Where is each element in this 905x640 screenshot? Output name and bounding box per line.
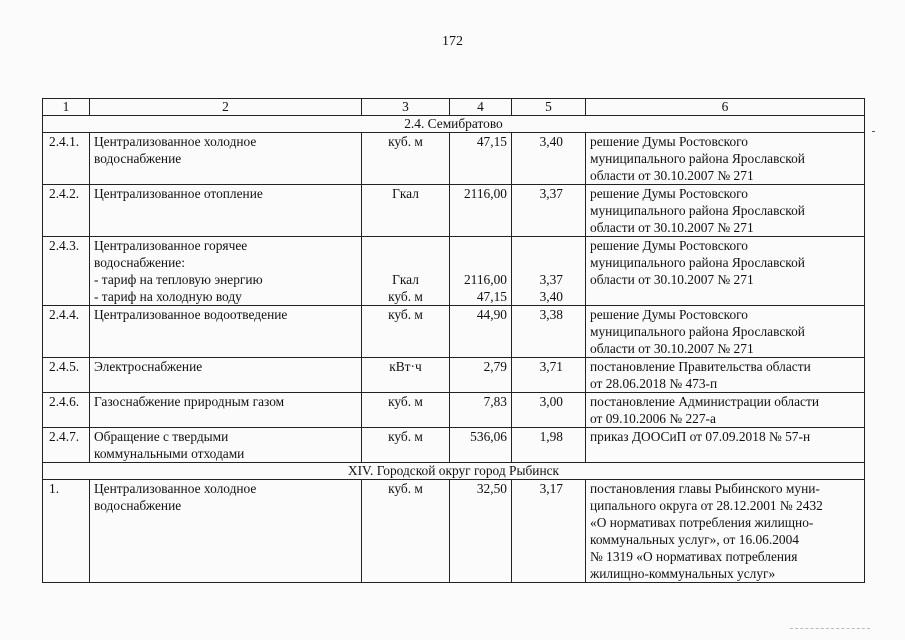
cell-line: 44,90 <box>476 307 507 322</box>
unit-of-measure <box>362 133 450 185</box>
cell-line: 2116,00 <box>463 272 507 287</box>
index-value <box>512 393 586 428</box>
column-header-2: 2 <box>90 99 362 116</box>
service-name <box>90 237 362 306</box>
cell-line: 3,37 <box>539 186 563 201</box>
cell-line <box>366 237 445 254</box>
cell-line: коммунальных услуг», от 16.06.2004 <box>590 532 800 547</box>
cell-line: постановление Администрации области <box>590 394 820 409</box>
row-number: 2.4.4. <box>43 306 90 358</box>
unit-of-measure <box>362 480 450 583</box>
unit-of-measure <box>362 306 450 358</box>
cell-line: от 28.06.2018 № 473-п <box>590 376 718 391</box>
unit-of-measure <box>362 393 450 428</box>
cell-line: 7,83 <box>483 394 507 409</box>
unit-of-measure <box>362 185 450 237</box>
unit-of-measure <box>362 237 450 306</box>
cell-line: Обращение с твердыми <box>94 429 229 444</box>
service-name <box>90 306 362 358</box>
legal-basis <box>586 306 865 358</box>
row-number: 1. <box>43 480 90 583</box>
cell-line: - тариф на тепловую энергию <box>94 272 263 287</box>
index-value <box>512 306 586 358</box>
row-number: 2.4.6. <box>43 393 90 428</box>
column-header-3: 3 <box>362 99 450 116</box>
cell-line: куб. м <box>388 394 423 409</box>
cell-line: 536,06 <box>470 429 507 444</box>
row-number: 2.4.1. <box>43 133 90 185</box>
cell-line: Централизованное горячее <box>94 238 248 253</box>
cell-line: 32,50 <box>476 481 507 496</box>
norm-value <box>450 480 512 583</box>
tariff-table <box>42 98 865 583</box>
cell-line: Газоснабжение природным газом <box>94 394 285 409</box>
cell-line: куб. м <box>388 307 423 322</box>
cell-line: постановление Правительства области <box>590 359 811 374</box>
scan-artifact <box>790 628 870 631</box>
cell-line: 3,37 <box>539 272 563 287</box>
cell-line <box>516 237 563 254</box>
cell-line: решение Думы Ростовского <box>590 186 749 201</box>
index-value <box>512 185 586 237</box>
legal-basis <box>586 480 865 583</box>
legal-basis <box>586 428 865 463</box>
cell-line: 47,15 <box>476 289 507 304</box>
cell-line: решение Думы Ростовского <box>590 307 749 322</box>
cell-line: Электроснабжение <box>94 359 203 374</box>
row-number: 2.4.7. <box>43 428 90 463</box>
legal-basis <box>586 393 865 428</box>
table-row <box>43 393 865 428</box>
cell-line: Гкал <box>392 272 419 287</box>
service-name <box>90 428 362 463</box>
index-value <box>512 428 586 463</box>
cell-line: приказ ДООСиП от 07.09.2018 № 57-н <box>590 429 811 444</box>
cell-line: Гкал <box>392 186 419 201</box>
cell-line: 2116,00 <box>463 186 507 201</box>
index-value <box>512 133 586 185</box>
legal-basis <box>586 185 865 237</box>
cell-line <box>516 254 563 271</box>
norm-value <box>450 428 512 463</box>
unit-of-measure <box>362 358 450 393</box>
cell-line: решение Думы Ростовского <box>590 238 749 253</box>
cell-line <box>454 254 507 271</box>
service-name <box>90 133 362 185</box>
cell-line: 47,15 <box>476 134 507 149</box>
service-name <box>90 480 362 583</box>
section-row <box>43 116 865 133</box>
cell-line: области от 30.10.2007 № 271 <box>590 220 754 235</box>
cell-line: муниципального района Ярославской <box>590 255 805 270</box>
cell-line: жилищно-коммунальных услуг» <box>590 566 776 581</box>
service-name <box>90 185 362 237</box>
norm-value <box>450 237 512 306</box>
cell-line: водоснабжение: <box>94 255 185 270</box>
cell-line: Централизованное холодное <box>94 481 257 496</box>
cell-line: области от 30.10.2007 № 271 <box>590 168 754 183</box>
index-value <box>512 480 586 583</box>
norm-value <box>450 185 512 237</box>
section-title: 2.4. Семибратово <box>43 116 865 133</box>
section-row <box>43 463 865 480</box>
cell-line: коммунальными отходами <box>94 446 245 461</box>
cell-line: Централизованное отопление <box>94 186 263 201</box>
cell-line: Централизованное холодное <box>94 134 257 149</box>
cell-line: 3,40 <box>539 134 563 149</box>
cell-line: куб. м <box>388 429 423 444</box>
row-number: 2.4.5. <box>43 358 90 393</box>
cell-line: № 1319 «О нормативах потребления <box>590 549 798 564</box>
scan-artifact <box>872 131 875 132</box>
cell-line: водоснабжение <box>94 498 182 513</box>
tariff-table-body <box>43 99 865 583</box>
row-number: 2.4.2. <box>43 185 90 237</box>
service-name <box>90 358 362 393</box>
column-header-5: 5 <box>512 99 586 116</box>
column-header-1: 1 <box>43 99 90 116</box>
cell-line: 1,98 <box>539 429 563 444</box>
legal-basis <box>586 237 865 306</box>
page-number: 172 <box>442 34 463 49</box>
column-header-6: 6 <box>586 99 865 116</box>
norm-value <box>450 393 512 428</box>
unit-of-measure <box>362 428 450 463</box>
cell-line: 2,79 <box>483 359 507 374</box>
cell-line: ципального округа от 28.12.2001 № 2432 <box>590 498 823 513</box>
table-row <box>43 185 865 237</box>
cell-line: 3,00 <box>539 394 563 409</box>
cell-line: области от 30.10.2007 № 271 <box>590 341 754 356</box>
cell-line: куб. м <box>388 134 423 149</box>
table-row <box>43 480 865 583</box>
cell-line: куб. м <box>388 481 423 496</box>
section-title: XIV. Городской округ город Рыбинск <box>43 463 865 480</box>
cell-line: «О нормативах потребления жилищно- <box>590 515 814 530</box>
norm-value <box>450 306 512 358</box>
cell-line: решение Думы Ростовского <box>590 134 749 149</box>
table-row <box>43 237 865 306</box>
row-number: 2.4.3. <box>43 237 90 306</box>
legal-basis <box>586 133 865 185</box>
cell-line: 3,38 <box>539 307 563 322</box>
table-row <box>43 133 865 185</box>
column-header-row <box>43 99 865 116</box>
cell-line: области от 30.10.2007 № 271 <box>590 272 754 287</box>
cell-line: постановления главы Рыбинского муни- <box>590 481 820 496</box>
service-name <box>90 393 362 428</box>
index-value <box>512 358 586 393</box>
index-value <box>512 237 586 306</box>
cell-line <box>366 254 445 271</box>
norm-value <box>450 358 512 393</box>
cell-line <box>454 237 507 254</box>
cell-line: куб. м <box>388 289 423 304</box>
cell-line: - тариф на холодную воду <box>94 289 242 304</box>
cell-line: 3,71 <box>539 359 563 374</box>
cell-line: водоснабжение <box>94 151 182 166</box>
cell-line: 3,17 <box>539 481 563 496</box>
cell-line: муниципального района Ярославской <box>590 151 805 166</box>
norm-value <box>450 133 512 185</box>
cell-line: 3,40 <box>539 289 563 304</box>
table-row <box>43 306 865 358</box>
cell-line: кВт·ч <box>389 359 422 374</box>
cell-line: муниципального района Ярославской <box>590 324 805 339</box>
cell-line: от 09.10.2006 № 227-а <box>590 411 716 426</box>
table-row <box>43 428 865 463</box>
column-header-4: 4 <box>450 99 512 116</box>
cell-line: муниципального района Ярославской <box>590 203 805 218</box>
table-row <box>43 358 865 393</box>
cell-line: Централизованное водоотведение <box>94 307 288 322</box>
legal-basis <box>586 358 865 393</box>
